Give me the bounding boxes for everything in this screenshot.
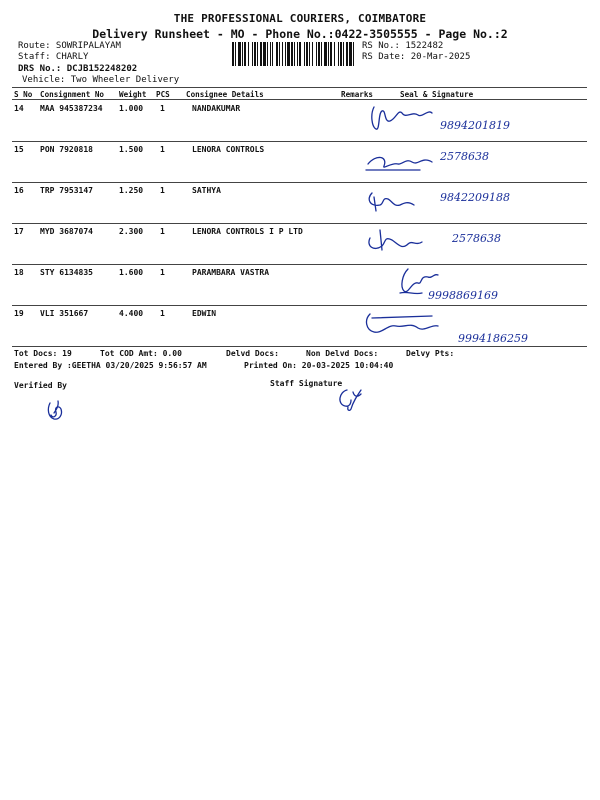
total-docs: Tot Docs: 19 — [14, 349, 72, 358]
signature-stroke — [367, 314, 438, 332]
barcode-bar — [312, 42, 313, 66]
barcode-bar — [340, 42, 342, 66]
barcode-bar — [238, 42, 241, 66]
barcode-bar — [338, 42, 339, 66]
barcode-bar — [282, 42, 283, 66]
row-consignment-no: MAA 945387234 — [40, 104, 103, 113]
row-consignee: EDWIN — [192, 309, 217, 318]
verified-by-label: Verified By — [14, 381, 67, 390]
barcode-bar — [232, 42, 234, 66]
col-header-remarks: Remarks — [341, 90, 374, 99]
signature-phone: 9994186259 — [458, 332, 528, 345]
row-weight: 4.400 — [119, 309, 144, 318]
barcode-bar — [343, 42, 344, 66]
barcode-bar — [257, 42, 258, 66]
verifier-signature — [44, 397, 68, 425]
barcode-bar — [235, 42, 236, 66]
signature-stroke — [369, 230, 422, 250]
row-sno: 16 — [14, 186, 24, 195]
delivered-docs: Delvd Docs: — [226, 349, 279, 358]
barcode-bar — [349, 42, 352, 66]
row-sno: 18 — [14, 268, 24, 277]
signature-stroke — [366, 157, 432, 170]
col-header-weight: Weight — [119, 90, 147, 99]
row-sno: 19 — [14, 309, 24, 318]
barcode-bar — [309, 42, 310, 66]
barcode-bar — [242, 42, 243, 66]
barcode-bar — [244, 42, 246, 66]
barcode-bar — [272, 42, 273, 66]
barcode-bar — [306, 42, 308, 66]
route-label: Route: SOWRIPALAYAM — [18, 41, 121, 51]
barcode-bar — [287, 42, 290, 66]
col-header-consignment: Consignment No — [40, 90, 105, 99]
barcode-bar — [346, 42, 348, 66]
runsheet-subtitle: Delivery Runsheet - MO - Phone No.:0422-3505555 - Page No.:2 — [92, 27, 508, 41]
barcode-bar — [297, 42, 298, 66]
table-header-rule — [12, 99, 587, 100]
vehicle-label: Vehicle: Two Wheeler Delivery — [22, 75, 180, 85]
row-consignee: NANDAKUMAR — [192, 104, 241, 113]
row-weight: 2.300 — [119, 227, 144, 236]
barcode-bar — [299, 42, 301, 66]
col-header-pcs: PCS — [156, 90, 170, 99]
signature-phone: 9998869169 — [428, 289, 498, 302]
row-weight: 1.250 — [119, 186, 144, 195]
row-consignment-no: PON 7920818 — [40, 145, 93, 154]
row-signature — [362, 183, 562, 223]
row-signature — [362, 306, 562, 346]
barcode-bar — [318, 42, 320, 66]
total-cod-amount: Tot COD Amt: 0.00 — [100, 349, 182, 358]
barcode-bar — [353, 42, 354, 66]
row-divider — [12, 346, 587, 347]
row-weight: 1.600 — [119, 268, 144, 277]
row-consignee: PARAMBARA VASTRA — [192, 268, 270, 277]
row-consignee: LENORA CONTROLS I P LTD — [192, 227, 303, 236]
row-pcs: 1 — [160, 145, 165, 154]
staff-signature-mark — [333, 384, 365, 412]
barcode-bar — [276, 42, 278, 66]
barcode-bar — [304, 42, 305, 66]
row-sno: 15 — [14, 145, 24, 154]
signature-phone: 2578638 — [452, 232, 501, 245]
staff-signature-label: Staff Signature — [270, 379, 343, 388]
barcode-bar — [270, 42, 271, 66]
signature-phone: 2578638 — [440, 150, 489, 163]
entered-by: Entered By :GEETHA 03/20/2025 9:56:57 AM — [14, 361, 207, 370]
row-consignment-no: MYD 3687074 — [40, 227, 93, 236]
table-top-rule — [12, 87, 587, 88]
barcode — [232, 42, 354, 66]
row-sno: 17 — [14, 227, 24, 236]
drs-number: DRS No.: DCJB152248202 — [18, 64, 138, 74]
barcode-bar — [334, 42, 335, 66]
printed-on: Printed On: 20-03-2025 10:04:40 — [244, 361, 394, 370]
row-pcs: 1 — [160, 309, 165, 318]
row-consignment-no: TRP 7953147 — [40, 186, 93, 195]
row-signature — [362, 142, 562, 182]
barcode-bar — [321, 42, 322, 66]
barcode-bar — [267, 42, 268, 66]
non-delivered-docs: Non Delvd Docs: — [306, 349, 379, 358]
row-consignee: SATHYA — [192, 186, 221, 195]
barcode-bar — [330, 42, 332, 66]
barcode-bar — [316, 42, 317, 66]
barcode-bar — [254, 42, 256, 66]
col-header-sno: S No — [14, 90, 33, 99]
barcode-bar — [324, 42, 327, 66]
barcode-bar — [260, 42, 262, 66]
row-sno: 14 — [14, 104, 24, 113]
barcode-bar — [279, 42, 280, 66]
row-signature — [384, 265, 584, 305]
signature-stroke — [372, 107, 432, 129]
row-consignee: LENORA CONTROLS — [192, 145, 265, 154]
rs-number: RS No.: 1522482 — [362, 41, 444, 51]
barcode-bar — [248, 42, 249, 66]
row-consignment-no: VLI 351667 — [40, 309, 89, 318]
barcode-bar — [263, 42, 266, 66]
signature-stroke — [369, 193, 414, 211]
barcode-bar — [285, 42, 286, 66]
signature-phone: 9842209188 — [440, 191, 510, 204]
rs-date: RS Date: 20-Mar-2025 — [362, 52, 471, 62]
row-signature — [362, 224, 562, 264]
row-pcs: 1 — [160, 104, 165, 113]
col-header-seal: Seal & Signature — [400, 90, 474, 99]
barcode-bar — [328, 42, 329, 66]
col-header-consignee: Consignee Details — [186, 90, 264, 99]
row-consignment-no: STY 6134835 — [40, 268, 93, 277]
row-pcs: 1 — [160, 186, 165, 195]
delivery-points: Delvy Pts: — [406, 349, 455, 358]
barcode-bar — [252, 42, 253, 66]
row-pcs: 1 — [160, 268, 165, 277]
staff-label: Staff: CHARLY — [18, 52, 89, 62]
row-pcs: 1 — [160, 227, 165, 236]
row-weight: 1.500 — [119, 145, 144, 154]
signature-phone: 9894201819 — [440, 119, 510, 132]
barcode-bar — [294, 42, 295, 66]
barcode-bar — [291, 42, 293, 66]
company-title: THE PROFESSIONAL COURIERS, COIMBATORE — [173, 12, 427, 25]
row-signature — [362, 101, 562, 141]
row-weight: 1.000 — [119, 104, 144, 113]
